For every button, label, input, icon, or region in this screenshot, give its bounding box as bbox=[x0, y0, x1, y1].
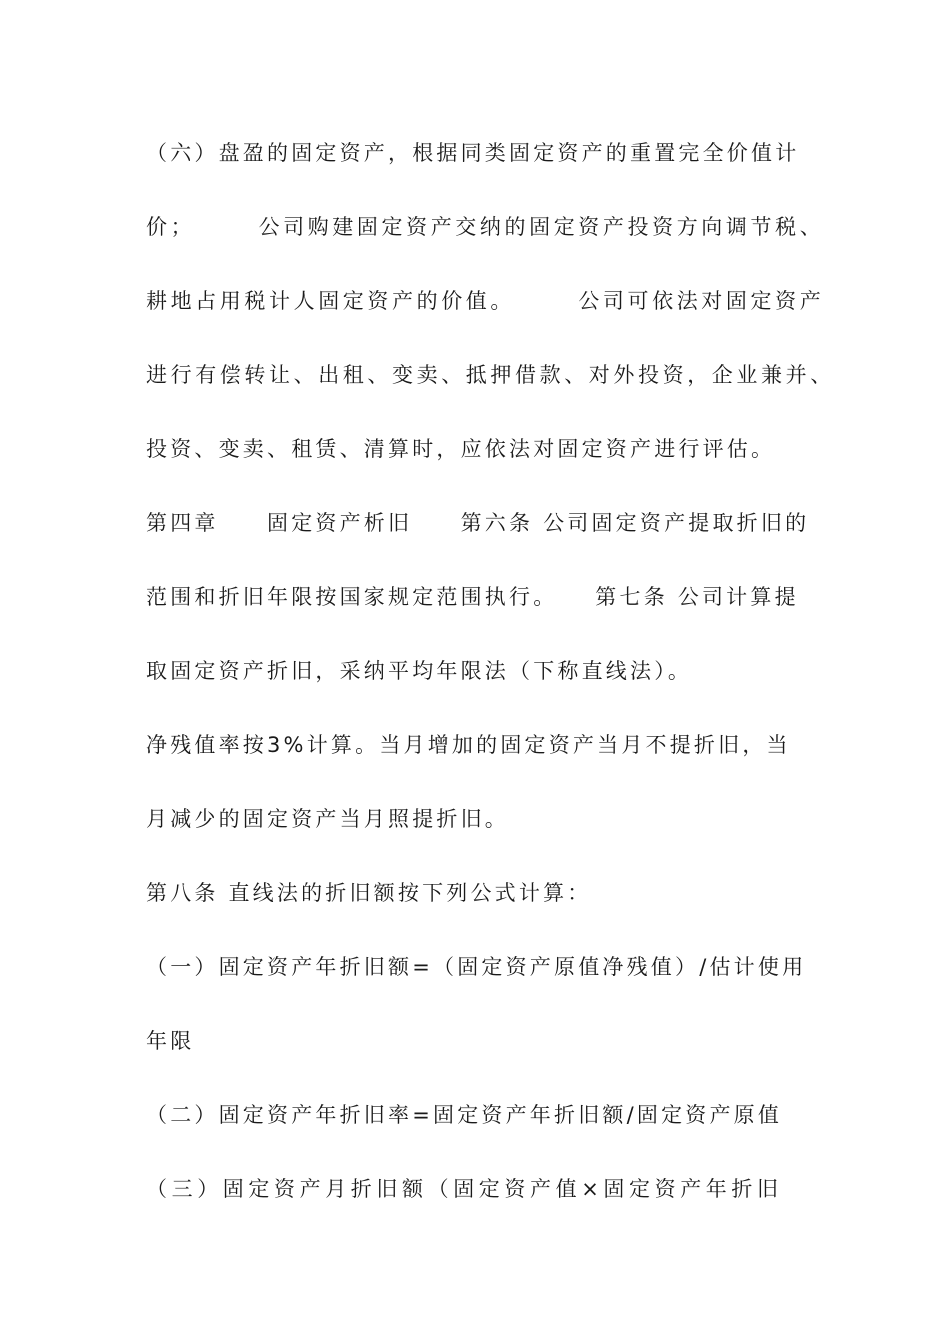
text-line-4: 进行有偿转让、出租、变卖、抵押借款、对外投资，企业兼并、 bbox=[146, 363, 835, 387]
text-line-9: 净残值率按3%计算。当月增加的固定资产当月不提折旧，当 bbox=[146, 733, 791, 757]
text-line-11: 第八条 直线法的折旧额按下列公式计算： bbox=[146, 881, 592, 905]
text-line-8: 取固定资产折旧，采纳平均年限法（下称直线法）。 bbox=[146, 659, 693, 683]
text-line-7: 范围和折旧年限按国家规定范围执行。 第七条 公司计算提 bbox=[146, 585, 799, 609]
text-line-10: 月减少的固定资产当月照提折旧。 bbox=[146, 807, 509, 831]
text-line-14: （二）固定资产年折旧率=固定资产年折旧额/固定资产原值 bbox=[146, 1103, 783, 1127]
text-line-2: 价； 公司购建固定资产交纳的固定资产投资方向调节税、 bbox=[146, 215, 825, 239]
text-line-6: 第四章 固定资产析旧 第六条 公司固定资产提取折旧的 bbox=[146, 511, 810, 535]
text-line-3: 耕地占用税计人固定资产的价值。 公司可依法对固定资产 bbox=[146, 289, 825, 313]
text-line-15: （三）固定资产月折旧额（固定资产值×固定资产年折旧 bbox=[146, 1177, 783, 1201]
text-line-12: （一）固定资产年折旧额=（固定资产原值净残值）/估计使用 bbox=[146, 955, 807, 979]
text-line-5: 投资、变卖、租赁、清算时，应依法对固定资产进行评估。 bbox=[146, 437, 776, 461]
text-line-13: 年限 bbox=[146, 1029, 195, 1053]
text-line-1: （六）盘盈的固定资产，根据同类固定资产的重置完全价值计 bbox=[146, 141, 800, 165]
